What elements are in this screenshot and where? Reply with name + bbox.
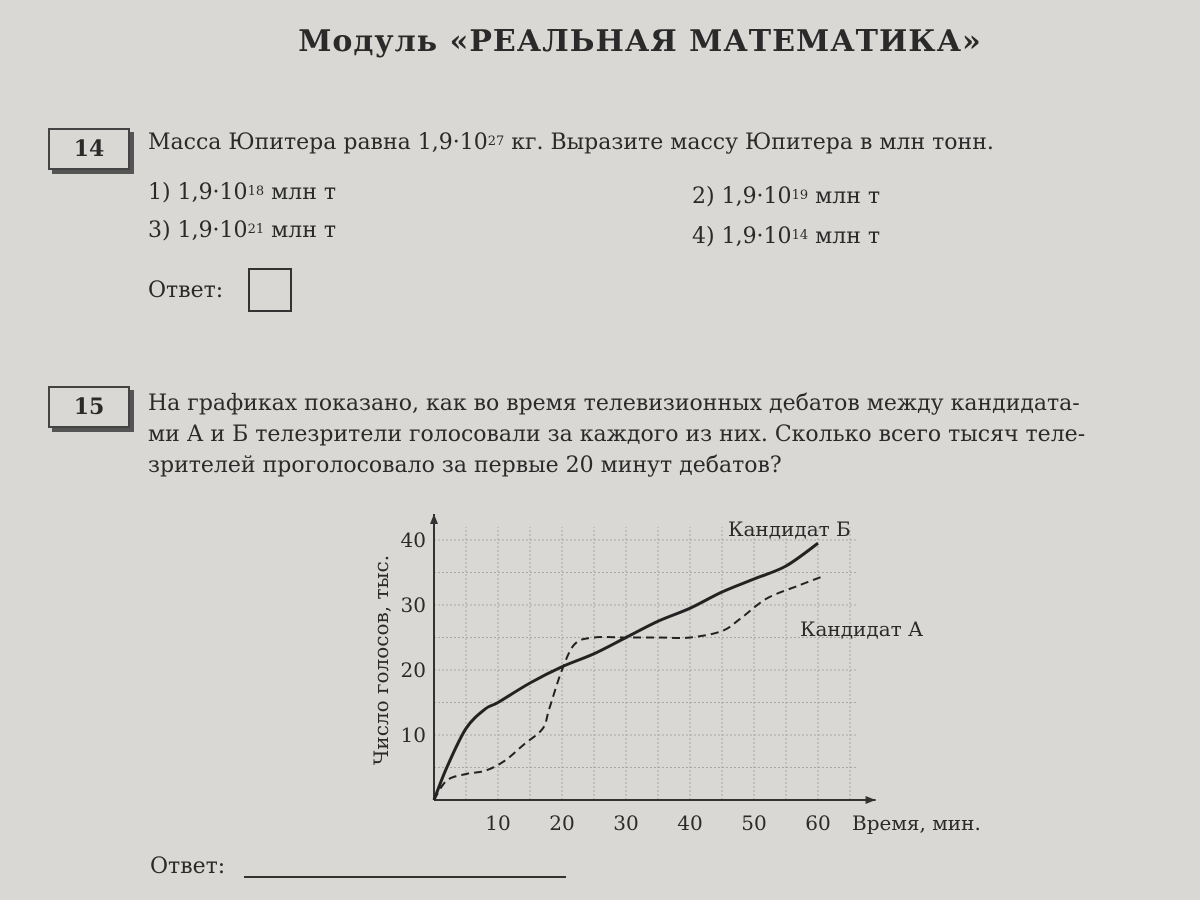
- x-tick-label: 60: [805, 811, 831, 835]
- x-tick-label: 20: [549, 811, 575, 835]
- task-15-answer-line[interactable]: [244, 876, 566, 878]
- task-14-question-pre: Масса Юпитера равна 1,9·10: [148, 130, 488, 155]
- series-line-candidate-a: [434, 576, 824, 800]
- y-tick-label: 40: [400, 528, 426, 552]
- task-14-question-exp: 27: [487, 134, 505, 149]
- x-tick-label: 30: [613, 811, 639, 835]
- chart-labels: [369, 517, 981, 835]
- option-4-exp: 14: [791, 228, 809, 243]
- task-14-number: 14: [48, 128, 130, 170]
- option-2-unit: млн т: [808, 184, 881, 209]
- option-3-unit: млн т: [264, 218, 337, 243]
- y-axis-arrow: [430, 514, 438, 524]
- option-2-exp: 19: [791, 188, 809, 203]
- option-3-base: 3) 1,9·10: [148, 218, 248, 243]
- task-15-number: 15: [48, 386, 130, 428]
- task-14-answer-label: Ответ:: [148, 278, 224, 303]
- x-axis-arrow: [866, 796, 876, 804]
- option-4-base: 4) 1,9·10: [692, 224, 792, 249]
- task-15-line-3: зрителей проголосовало за первые 20 минут дебатов?: [148, 453, 782, 478]
- x-axis-label: Время, мин.: [852, 811, 981, 835]
- task-15-line-1: На графиках показано, как во время телевизионных дебатов между кандидата-: [148, 391, 1080, 416]
- y-tick-label: 20: [400, 658, 426, 682]
- y-axis-label: Число голосов, тыс.: [369, 554, 393, 766]
- chart-grid: [434, 527, 856, 800]
- option-1-exp: 18: [247, 184, 265, 199]
- series-label-candidate-a: Кандидат А: [800, 617, 924, 641]
- option-1-unit: млн т: [264, 180, 337, 205]
- chart-series: [434, 543, 824, 800]
- x-tick-label: 40: [677, 811, 703, 835]
- option-3-exp: 21: [247, 222, 265, 237]
- task-15-answer-label: Ответ:: [150, 854, 226, 879]
- chart-axes: [430, 514, 876, 804]
- option-1-base: 1) 1,9·10: [148, 180, 248, 205]
- series-label-candidate-b: Кандидат Б: [728, 517, 851, 541]
- task-15-line-2: ми А и Б телезрители голосовали за каждого из них. Сколько всего тысяч теле-: [148, 422, 1086, 447]
- module-title: Модуль «РЕАЛЬНАЯ МАТЕМАТИКА»: [298, 24, 982, 59]
- x-tick-label: 50: [741, 811, 767, 835]
- x-tick-label: 10: [485, 811, 511, 835]
- task-14-question-post: кг. Выразите массу Юпитера в млн тонн.: [504, 130, 994, 155]
- option-4-unit: млн т: [808, 224, 881, 249]
- option-2-base: 2) 1,9·10: [692, 184, 792, 209]
- y-tick-label: 30: [400, 593, 426, 617]
- y-tick-label: 10: [400, 723, 426, 747]
